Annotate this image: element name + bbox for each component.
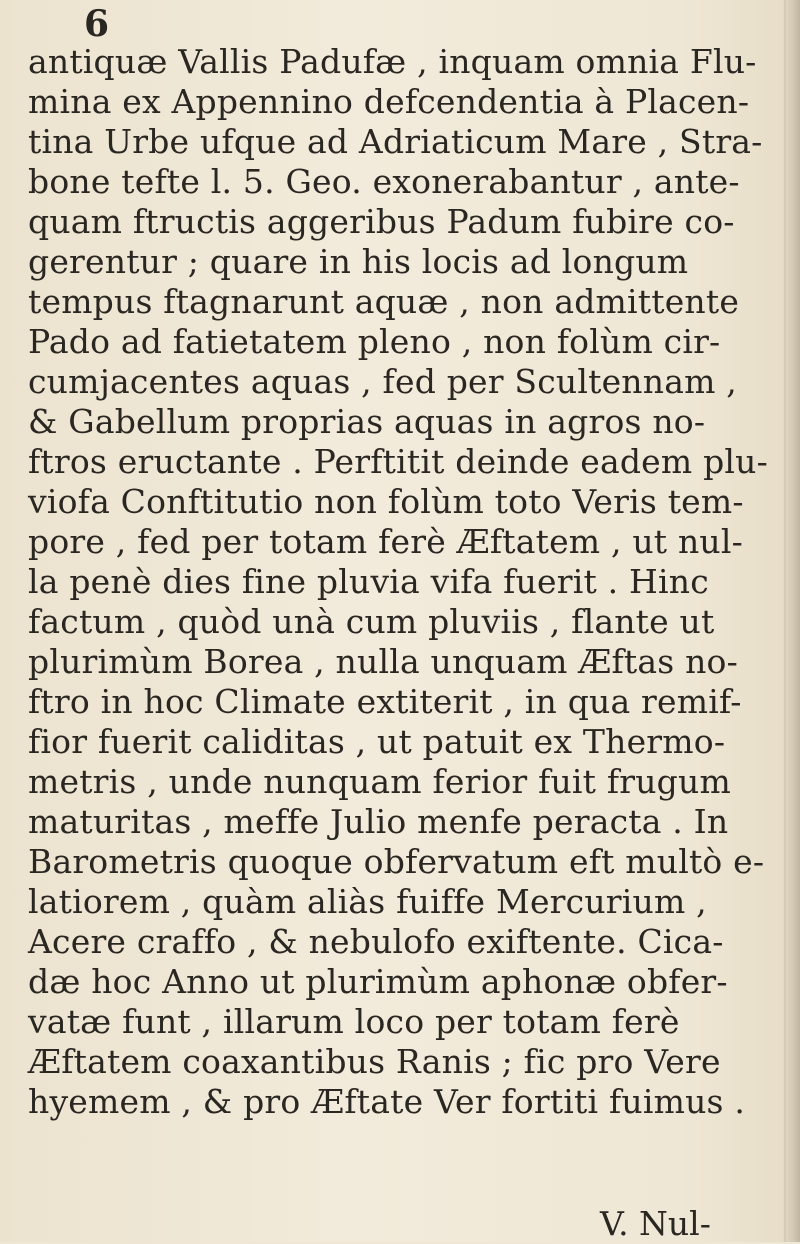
text-line: ftro in hoc Climate extiterit , in qua remif- [28,682,742,721]
body-text [28,42,788,1122]
page-number: 6 [84,3,110,45]
text-line: gerentur ; quare in his locis ad longum [28,242,689,281]
text-line: metris , unde nunquam ferior fuit frugum [28,762,731,801]
catchword: V. Nul- [600,1204,711,1243]
text-line: ftros eructante . Perftitit deinde eadem plu- [28,442,768,481]
text-line: antiquæ Vallis Padufæ , inquam omnia Flu- [28,42,757,81]
text-line: pore , fed per totam ferè Æftatem , ut nul- [28,522,743,561]
text-line: vatæ funt , illarum loco per totam ferè [28,1002,680,1041]
text-line: plurimùm Borea , nulla unquam Æftas no- [28,642,738,681]
text-line: Barometris quoque obfervatum eft multò e- [28,842,765,881]
text-line: Pado ad fatietatem pleno , non folùm cir- [28,322,721,361]
text-line: fior fuerit caliditas , ut patuit ex Thermo- [28,722,726,761]
text-line: Æftatem coaxantibus Ranis ; fic pro Vere [28,1042,721,1081]
text-line: dæ hoc Anno ut plurimùm aphonæ obfer- [28,962,728,1001]
text-line: & Gabellum proprias aquas in agros no- [28,402,706,441]
text-line: bone tefte l. 5. Geo. exonerabantur , ante- [28,162,740,201]
text-line: la penè dies fine pluvia vifa fuerit . Hinc [28,562,709,601]
text-line: mina ex Appennino defcendentia à Placen- [28,82,750,121]
text-line: tina Urbe ufque ad Adriaticum Mare , Stra- [28,122,763,161]
text-line: quam ftructis aggeribus Padum fubire co- [28,202,735,241]
text-line: maturitas , meffe Julio menfe peracta . In [28,802,729,841]
text-line: cumjacentes aquas , fed per Scultennam , [28,362,737,401]
text-line: tempus ftagnarunt aquæ , non admittente [28,282,740,321]
text-line: hyemem , & pro Æftate Ver fortiti fuimus . [28,1082,746,1121]
text-line: viofa Conftitutio non folùm toto Veris tem- [28,482,744,521]
text-line: latiorem , quàm aliàs fuiffe Mercurium , [28,882,707,921]
text-line: Acere craffo , & nebulofo exiftente. Cica- [28,922,724,961]
text-line: factum , quòd unà cum pluviis , flante ut [28,602,715,641]
